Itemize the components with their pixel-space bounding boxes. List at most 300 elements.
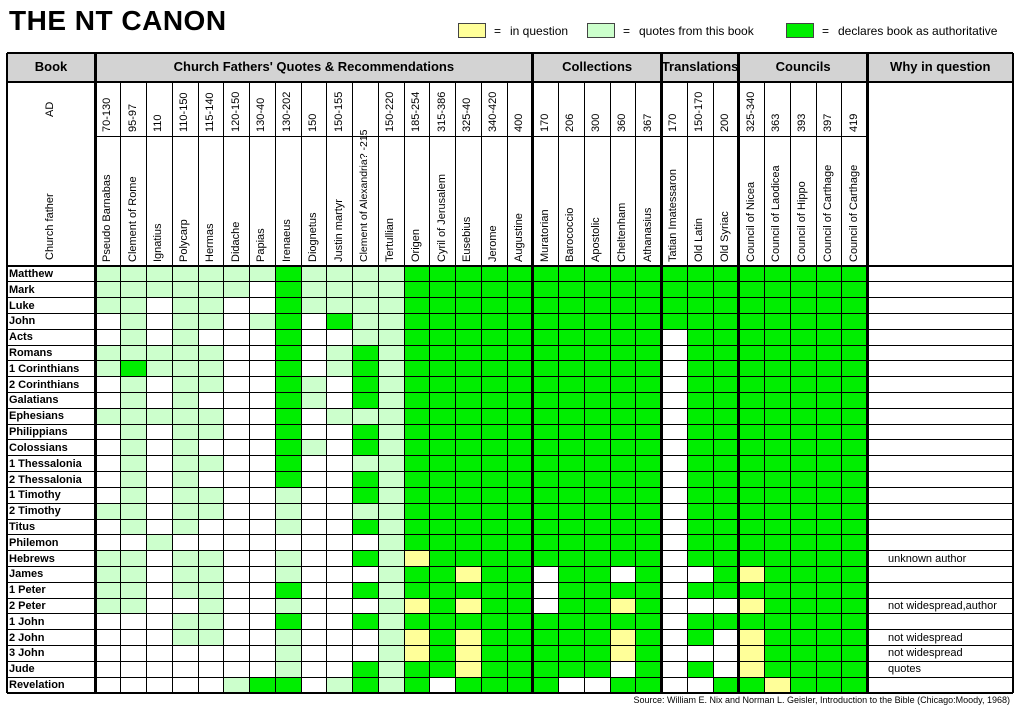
table-cell	[713, 487, 739, 503]
table-cell	[790, 313, 816, 329]
column-date: 315-386	[435, 91, 448, 132]
table-cell	[275, 472, 301, 488]
table-cell	[275, 677, 301, 693]
book-header: Book	[34, 59, 68, 74]
table-cell	[147, 266, 173, 282]
table-cell	[430, 551, 456, 567]
book-name: Luke	[9, 299, 35, 312]
table-cell	[404, 377, 430, 393]
table-cell	[559, 408, 585, 424]
table-cell	[404, 535, 430, 551]
table-cell	[610, 472, 636, 488]
table-cell	[172, 614, 198, 630]
table-cell	[327, 408, 353, 424]
row-line	[7, 408, 1013, 409]
table-cell	[95, 661, 121, 677]
table-cell	[224, 646, 250, 662]
table-cell	[533, 282, 559, 298]
table-cell	[250, 456, 276, 472]
table-cell	[584, 377, 610, 393]
col-line	[764, 82, 765, 693]
table-cell	[842, 677, 868, 693]
table-cell	[198, 456, 224, 472]
table-cell	[456, 440, 482, 456]
table-cell	[662, 519, 688, 535]
table-cell	[430, 282, 456, 298]
table-cell	[559, 377, 585, 393]
table-cell	[95, 503, 121, 519]
table-cell	[327, 424, 353, 440]
table-cell	[790, 393, 816, 409]
table-cell	[816, 677, 842, 693]
table-cell	[456, 646, 482, 662]
table-cell	[713, 519, 739, 535]
group-line	[531, 53, 534, 693]
table-cell	[816, 614, 842, 630]
table-cell	[662, 472, 688, 488]
table-cell	[250, 598, 276, 614]
table-cell	[687, 424, 713, 440]
book-name: Titus	[9, 520, 36, 533]
table-cell	[662, 661, 688, 677]
table-cell	[610, 282, 636, 298]
table-cell	[636, 503, 662, 519]
table-cell	[121, 677, 147, 693]
table-cell	[842, 551, 868, 567]
table-cell	[816, 646, 842, 662]
table-cell	[250, 535, 276, 551]
col-line	[326, 82, 327, 693]
table-cell	[430, 313, 456, 329]
table-cell	[584, 519, 610, 535]
table-cell	[739, 329, 765, 345]
table-cell	[430, 503, 456, 519]
table-cell	[353, 456, 379, 472]
row-line	[7, 471, 1013, 472]
table-cell	[739, 424, 765, 440]
table-cell	[842, 440, 868, 456]
table-cell	[816, 598, 842, 614]
why-header: Why in question	[890, 59, 991, 74]
table-cell	[430, 487, 456, 503]
table-cell	[636, 298, 662, 314]
column-date: 325-40	[461, 97, 474, 132]
table-cell	[95, 472, 121, 488]
table-cell	[172, 487, 198, 503]
col-line	[635, 82, 636, 693]
table-cell	[842, 424, 868, 440]
table-cell	[378, 503, 404, 519]
table-cell	[95, 329, 121, 345]
table-cell	[301, 614, 327, 630]
table-cell	[430, 677, 456, 693]
table-cell	[507, 661, 533, 677]
table-cell	[739, 266, 765, 282]
table-cell	[121, 598, 147, 614]
column-date: 185-254	[409, 91, 422, 132]
table-cell	[250, 345, 276, 361]
column-date: 325-340	[744, 91, 757, 132]
table-cell	[507, 582, 533, 598]
table-cell	[378, 566, 404, 582]
table-cell	[533, 456, 559, 472]
column-date: 95-97	[126, 103, 139, 132]
table-cell	[662, 266, 688, 282]
table-cell	[584, 282, 610, 298]
table-cell	[610, 424, 636, 440]
book-name: Matthew	[9, 267, 53, 280]
column-date: 150	[306, 113, 319, 132]
table-cell	[224, 440, 250, 456]
table-cell	[353, 313, 379, 329]
column-date: 170	[538, 113, 551, 132]
table-cell	[713, 503, 739, 519]
table-cell	[224, 598, 250, 614]
table-cell	[378, 313, 404, 329]
table-cell	[584, 361, 610, 377]
table-cell	[275, 566, 301, 582]
row-line	[7, 677, 1013, 678]
book-name: John	[9, 315, 36, 328]
table-cell	[456, 598, 482, 614]
column-date: 130-202	[281, 91, 294, 132]
table-cell	[378, 598, 404, 614]
table-cell	[250, 503, 276, 519]
table-cell	[198, 535, 224, 551]
table-cell	[198, 298, 224, 314]
table-cell	[713, 408, 739, 424]
table-cell	[301, 551, 327, 567]
table-cell	[224, 408, 250, 424]
table-cell	[95, 551, 121, 567]
table-cell	[121, 361, 147, 377]
table-cell	[739, 535, 765, 551]
table-cell	[430, 472, 456, 488]
table-cell	[301, 377, 327, 393]
table-cell	[765, 440, 791, 456]
table-cell	[95, 408, 121, 424]
table-cell	[456, 424, 482, 440]
table-cell	[147, 566, 173, 582]
table-cell	[816, 582, 842, 598]
column-date: 367	[641, 113, 654, 132]
table-cell	[713, 361, 739, 377]
table-cell	[713, 551, 739, 567]
table-cell	[430, 646, 456, 662]
why-in-question: not widespread,author	[888, 600, 997, 613]
row-line	[7, 550, 1013, 551]
table-cell	[301, 329, 327, 345]
table-cell	[842, 298, 868, 314]
table-cell	[533, 440, 559, 456]
table-cell	[687, 329, 713, 345]
table-cell	[301, 535, 327, 551]
table-cell	[121, 582, 147, 598]
table-cell	[172, 677, 198, 693]
table-cell	[662, 582, 688, 598]
col-line	[790, 82, 791, 693]
table-cell	[327, 266, 353, 282]
table-cell	[790, 472, 816, 488]
table-cell	[842, 329, 868, 345]
table-cell	[147, 282, 173, 298]
col-line	[352, 82, 353, 693]
table-cell	[301, 566, 327, 582]
table-cell	[481, 329, 507, 345]
table-cell	[687, 677, 713, 693]
table-cell	[198, 361, 224, 377]
table-cell	[713, 266, 739, 282]
table-cell	[481, 566, 507, 582]
table-cell	[301, 440, 327, 456]
table-cell	[430, 582, 456, 598]
table-cell	[172, 630, 198, 646]
table-cell	[250, 424, 276, 440]
table-cell	[559, 440, 585, 456]
collections-header: Collections	[562, 59, 633, 74]
table-cell	[250, 266, 276, 282]
table-cell	[816, 377, 842, 393]
table-cell	[765, 393, 791, 409]
table-cell	[147, 472, 173, 488]
table-cell	[559, 313, 585, 329]
table-cell	[250, 614, 276, 630]
table-cell	[713, 282, 739, 298]
table-cell	[610, 551, 636, 567]
column-name: Cyril of Jerusalem	[435, 173, 448, 262]
book-name: 2 John	[9, 631, 45, 644]
table-cell	[636, 393, 662, 409]
book-name: Ephesians	[9, 410, 65, 423]
table-cell	[224, 661, 250, 677]
table-cell	[687, 345, 713, 361]
table-cell	[327, 598, 353, 614]
table-cell	[610, 377, 636, 393]
table-cell	[842, 519, 868, 535]
table-cell	[404, 519, 430, 535]
table-cell	[765, 566, 791, 582]
table-cell	[172, 440, 198, 456]
table-cell	[559, 566, 585, 582]
table-cell	[481, 487, 507, 503]
table-cell	[147, 440, 173, 456]
table-cell	[147, 503, 173, 519]
table-cell	[172, 266, 198, 282]
table-cell	[765, 582, 791, 598]
table-cell	[790, 487, 816, 503]
table-cell	[301, 424, 327, 440]
column-name: Barococcio	[564, 207, 577, 262]
table-cell	[275, 440, 301, 456]
table-cell	[636, 266, 662, 282]
table-cell	[687, 535, 713, 551]
row-line	[7, 613, 1013, 614]
table-cell	[662, 345, 688, 361]
table-cell	[507, 424, 533, 440]
table-cell	[275, 361, 301, 377]
table-cell	[507, 408, 533, 424]
table-cell	[353, 377, 379, 393]
table-cell	[327, 661, 353, 677]
table-cell	[378, 361, 404, 377]
row-line	[7, 487, 1013, 488]
table-cell	[353, 646, 379, 662]
table-cell	[481, 614, 507, 630]
source-citation: Source: William E. Nix and Norman L. Geisler, Introduction to the Bible (Chicago:Moody, 1968)	[633, 695, 1010, 705]
table-cell	[816, 487, 842, 503]
table-cell	[172, 519, 198, 535]
table-cell	[584, 345, 610, 361]
table-cell	[172, 424, 198, 440]
table-cell	[842, 582, 868, 598]
table-cell	[301, 393, 327, 409]
table-cell	[507, 519, 533, 535]
table-cell	[95, 393, 121, 409]
table-cell	[121, 551, 147, 567]
table-cell	[481, 519, 507, 535]
row-line	[7, 503, 1013, 504]
table-cell	[95, 313, 121, 329]
table-cell	[275, 551, 301, 567]
table-cell	[713, 377, 739, 393]
table-cell	[301, 487, 327, 503]
table-cell	[816, 408, 842, 424]
book-name: Philemon	[9, 536, 59, 549]
table-cell	[275, 408, 301, 424]
table-cell	[662, 329, 688, 345]
table-cell	[147, 582, 173, 598]
table-cell	[765, 313, 791, 329]
table-cell	[275, 377, 301, 393]
table-cell	[301, 361, 327, 377]
table-cell	[456, 472, 482, 488]
table-cell	[327, 677, 353, 693]
table-cell	[250, 582, 276, 598]
table-cell	[172, 345, 198, 361]
table-cell	[430, 566, 456, 582]
table-cell	[95, 646, 121, 662]
table-cell	[404, 646, 430, 662]
table-cell	[636, 566, 662, 582]
table-cell	[842, 472, 868, 488]
table-cell	[121, 646, 147, 662]
table-cell	[275, 393, 301, 409]
header-line-3	[7, 265, 1013, 267]
ad-label: AD	[44, 101, 56, 117]
table-cell	[533, 535, 559, 551]
table-cell	[687, 298, 713, 314]
table-cell	[456, 313, 482, 329]
book-name: Acts	[9, 331, 33, 344]
table-cell	[533, 424, 559, 440]
column-name: Jerome	[487, 225, 500, 262]
table-cell	[687, 661, 713, 677]
table-cell	[533, 393, 559, 409]
col-line	[455, 82, 456, 693]
table-cell	[224, 614, 250, 630]
councils-header: Councils	[775, 59, 831, 74]
table-cell	[147, 598, 173, 614]
table-cell	[378, 298, 404, 314]
table-cell	[198, 377, 224, 393]
table-cell	[172, 535, 198, 551]
table-cell	[559, 393, 585, 409]
table-cell	[610, 630, 636, 646]
table-cell	[584, 393, 610, 409]
table-cell	[584, 408, 610, 424]
table-cell	[610, 614, 636, 630]
table-cell	[456, 393, 482, 409]
table-cell	[816, 535, 842, 551]
table-cell	[790, 503, 816, 519]
table-cell	[250, 472, 276, 488]
table-cell	[765, 361, 791, 377]
table-cell	[147, 424, 173, 440]
book-name: 2 Timothy	[9, 505, 61, 518]
table-cell	[378, 661, 404, 677]
table-cell	[713, 393, 739, 409]
table-cell	[636, 519, 662, 535]
column-name: Council of Laodicea	[770, 165, 783, 262]
table-cell	[147, 646, 173, 662]
table-cell	[610, 519, 636, 535]
table-cell	[404, 266, 430, 282]
table-cell	[275, 298, 301, 314]
table-cell	[121, 424, 147, 440]
column-date: 70-130	[100, 97, 113, 132]
table-cell	[95, 377, 121, 393]
table-cell	[95, 566, 121, 582]
table-cell	[790, 266, 816, 282]
table-cell	[842, 535, 868, 551]
table-cell	[559, 282, 585, 298]
table-cell	[765, 424, 791, 440]
table-cell	[481, 345, 507, 361]
table-cell	[147, 535, 173, 551]
table-cell	[559, 614, 585, 630]
table-cell	[275, 282, 301, 298]
table-cell	[224, 377, 250, 393]
table-cell	[198, 313, 224, 329]
table-cell	[301, 661, 327, 677]
table-cell	[198, 345, 224, 361]
row-line	[7, 566, 1013, 567]
col-line	[507, 82, 508, 693]
table-cell	[378, 551, 404, 567]
table-cell	[121, 266, 147, 282]
table-cell	[816, 345, 842, 361]
table-cell	[456, 582, 482, 598]
table-cell	[790, 551, 816, 567]
why-in-question: not widespread	[888, 647, 963, 660]
book-name: Romans	[9, 346, 53, 359]
table-cell	[662, 535, 688, 551]
table-cell	[533, 598, 559, 614]
table-cell	[533, 345, 559, 361]
table-cell	[172, 598, 198, 614]
table-cell	[327, 440, 353, 456]
table-cell	[636, 282, 662, 298]
table-cell	[507, 566, 533, 582]
table-cell	[816, 519, 842, 535]
table-cell	[765, 329, 791, 345]
table-cell	[95, 519, 121, 535]
table-cell	[584, 329, 610, 345]
table-cell	[610, 598, 636, 614]
table-cell	[816, 503, 842, 519]
table-cell	[584, 298, 610, 314]
table-cell	[353, 582, 379, 598]
